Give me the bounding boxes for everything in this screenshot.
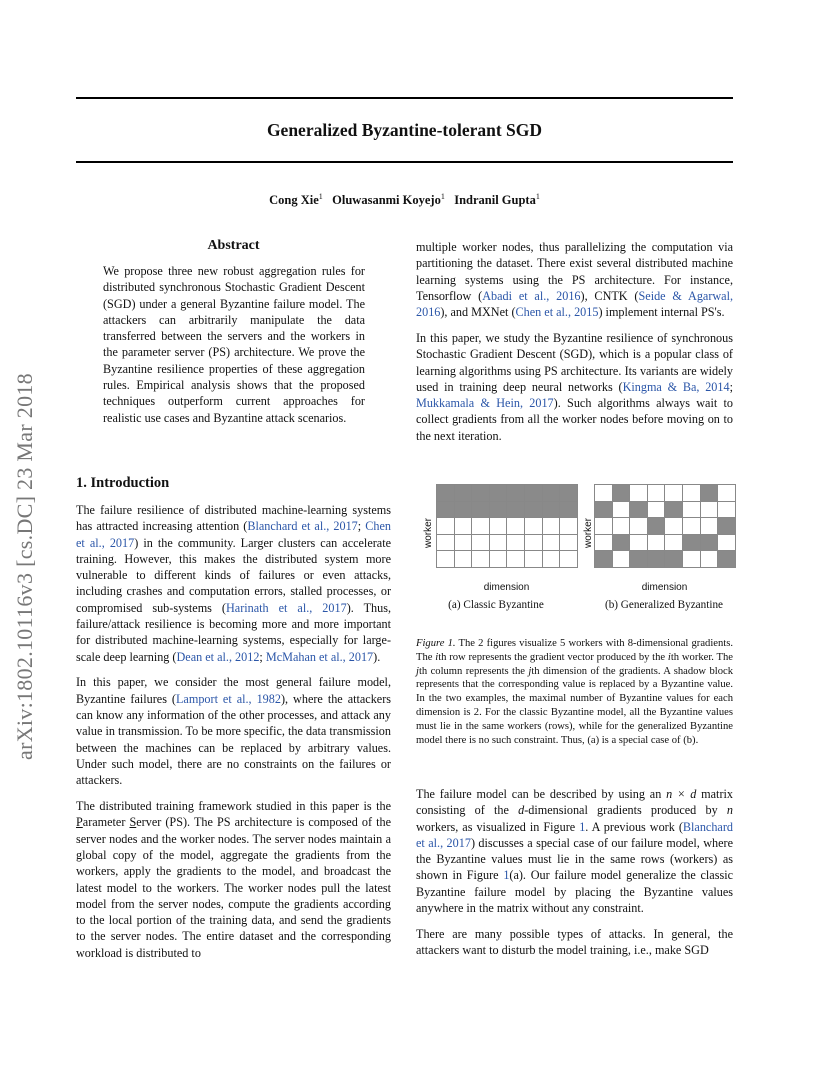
gradient-cell xyxy=(595,535,613,552)
x-axis-label: dimension xyxy=(483,582,530,593)
byzantine-cell xyxy=(490,485,508,502)
y-axis-label: worker xyxy=(423,517,434,548)
citation-link[interactable]: Mukkamala & Hein, 2017 xyxy=(416,396,554,411)
byzantine-cell xyxy=(595,551,613,568)
author-list xyxy=(76,192,733,208)
byzantine-cell xyxy=(525,485,543,502)
right-column-top xyxy=(416,239,733,454)
title-bottom-rule xyxy=(76,161,733,163)
gradient-cell xyxy=(560,551,578,568)
affiliation-mark: 1 xyxy=(535,192,540,201)
x-axis-label: dimension xyxy=(641,582,688,593)
byzantine-cell xyxy=(630,551,648,568)
citation-link[interactable]: Blanchard et al., 2017 xyxy=(247,519,358,534)
figure-caption: Figure 1. The 2 figures visualize 5 workers with 8-dimensional gradients. The ith row represents the gradient vector produced by the ith worker. The jth column represents the jth dimension of the gradients. A shadow block represents that the corresponding value is replaced by a Byzantine value. In the two examples, the maximal number of Byzantine values for each dimension is 2. For the classic Byzantine model, all the Byzantine values must lie in the same workers (rows), while for the generalized Byzantine model there is no such constraint. Thus, (a) is a special case of (b). xyxy=(416,638,733,746)
byzantine-cell xyxy=(560,485,578,502)
gradient-cell xyxy=(683,518,701,535)
gradient-cell xyxy=(648,485,666,502)
subfigure-a xyxy=(436,484,578,568)
affiliation-mark: 1 xyxy=(440,192,445,201)
gradient-cell xyxy=(490,518,508,535)
gradient-cell xyxy=(437,535,455,552)
gradient-cell xyxy=(683,551,701,568)
author-name: Cong Xie xyxy=(269,193,319,208)
figure-ref-link[interactable]: 1 xyxy=(503,868,510,883)
subfigure-caption-a: (a) Classic Byzantine xyxy=(448,599,544,611)
gradient-cell xyxy=(683,485,701,502)
affiliation-mark: 1 xyxy=(318,192,323,201)
subfigure-b xyxy=(594,484,736,568)
gradient-cell xyxy=(701,502,719,519)
byzantine-cell xyxy=(665,551,683,568)
gradient-cell xyxy=(472,518,490,535)
byzantine-cell xyxy=(683,535,701,552)
gradient-cell xyxy=(630,518,648,535)
gradient-cell xyxy=(648,502,666,519)
gradient-cell xyxy=(560,535,578,552)
figure-1 xyxy=(416,480,733,630)
byzantine-cell xyxy=(490,502,508,519)
gradient-cell xyxy=(543,535,561,552)
byzantine-cell xyxy=(701,535,719,552)
byzantine-cell xyxy=(613,485,631,502)
gradient-cell xyxy=(490,551,508,568)
paragraph: In this paper, we study the Byzantine resilience of synchronous Stochastic Gradient Descent (SGD), which is a popular class of learning algorithms using PS architecture. Its variants are widely used in training deep neural networks (Kingma & Ba, 2014; Mukkamala & Hein, 2017). Such algorithms always wait to collect gradients from all the worker nodes before moving on to the next iteration. xyxy=(416,330,733,443)
citation-link[interactable]: Chen et al., 2015 xyxy=(515,305,599,320)
paragraph: There are many possible types of attacks. In general, the attackers want to disturb the model training, i.e., make SGD xyxy=(416,926,733,958)
byzantine-cell xyxy=(507,502,525,519)
gradient-cell xyxy=(595,485,613,502)
citation-link[interactable]: Blanchard et al., 2017 xyxy=(416,819,733,850)
y-axis-label: worker xyxy=(583,517,594,548)
citation-link[interactable]: Kingma & Ba, 2014 xyxy=(622,379,730,394)
left-column-body xyxy=(76,502,391,971)
gradient-cell xyxy=(613,551,631,568)
byzantine-cell xyxy=(525,502,543,519)
gradient-cell xyxy=(455,518,473,535)
byzantine-cell xyxy=(718,518,736,535)
gradient-cell xyxy=(472,535,490,552)
citation-link[interactable]: McMahan et al., 2017 xyxy=(265,649,374,664)
gradient-cell xyxy=(543,551,561,568)
byzantine-cell xyxy=(630,502,648,519)
gradient-cell xyxy=(525,535,543,552)
citation-link[interactable]: Dean et al., 2012 xyxy=(176,649,260,664)
author-name: Indranil Gupta xyxy=(454,193,536,208)
gradient-cell xyxy=(683,502,701,519)
byzantine-cell xyxy=(718,551,736,568)
abstract-text: We propose three new robust aggregation rules for distributed synchronous Stochastic Gradient Descent (SGD) under a general Byzantine failure model. The attackers can arbitrarily manipulate the data transferred between the servers and the workers in the parameter server (PS) architecture. We prove the Byzantine resilience properties of these aggregation rules. Empirical analysis shows that the proposed techniques outperform current approaches for realistic use cases and Byzantine attack scenarios. xyxy=(103,264,365,425)
gradient-cell xyxy=(718,535,736,552)
gradient-cell xyxy=(472,551,490,568)
section-heading: 1. Introduction xyxy=(76,475,170,491)
author-name: Oluwasanmi Koyejo xyxy=(332,193,441,208)
right-column-bottom xyxy=(416,786,733,968)
paragraph: The failure model can be described by using an n × d matrix consisting of the d-dimensional gradients produced by n workers, as visualized in Figure 1. A previous work (Blanchard et al., 2017) discusses a special case of our failure model, where the Byzantine values must lie in the same rows (workers) as shown in Figure 1(a). Our failure model generalize the classic Byzantine failure model by placing the Byzantine values anywhere in the matrix without any constraint. xyxy=(416,787,734,916)
byzantine-cell xyxy=(543,502,561,519)
abstract-heading: Abstract xyxy=(207,238,260,253)
paper-title: Generalized Byzantine-tolerant SGD xyxy=(266,120,543,140)
gradient-cell xyxy=(595,518,613,535)
byzantine-cell xyxy=(648,551,666,568)
gradient-cell xyxy=(701,518,719,535)
gradient-cell xyxy=(525,518,543,535)
gradient-cell xyxy=(665,485,683,502)
top-rule xyxy=(76,97,733,99)
gradient-cell xyxy=(525,551,543,568)
paragraph: The distributed training framework studied in this paper is the Parameter Server (PS). The PS architecture is composed of the server nodes and the worker nodes. The server nodes maintain a global copy of the model, aggregate the gradients from the workers, apply the gradients to the model, and broadcast the latest model to the workers. The worker nodes pull the latest model from the server nodes, compute the gradients according to the local portion of the training data, and send the gradients to the server nodes. The entire dataset and the corresponding workload is distributed to xyxy=(76,799,391,960)
gradient-cell xyxy=(630,485,648,502)
paragraph: The failure resilience of distributed machine-learning systems has attracted increasing attention (Blanchard et al., 2017; Chen et al., 2017) in the community. Larger clusters can accelerate training. However, this makes the distributed system more vulnerable to different kinds of failures or even attacks, including crashes and computation errors, stalled processes, or compromised sub-systems (Harinath et al., 2017). Thus, failure/attack resilience is becoming more and more important for distributed machine-learning systems, especially for large-scale deep learning (Dean et al., 2012; McMahan et al., 2017). xyxy=(76,503,391,664)
paragraph: In this paper, we consider the most general failure model, Byzantine failures (Lamport et al., 1982), where the attackers can know any information of the other processes, and attack any value in transmission. To be more specific, the data transmission between the machines can be replaced by arbitrary values. Under such model, there are no constraints on the failures or attackers. xyxy=(76,675,391,788)
arxiv-stamp: arXiv:1802.10116v3 [cs.DC] 23 Mar 2018 xyxy=(12,373,37,760)
subfigure-caption-b: (b) Generalized Byzantine xyxy=(604,599,724,611)
gradient-cell xyxy=(665,535,683,552)
citation-link[interactable]: Lamport et al., 1982 xyxy=(175,691,281,706)
gradient-cell xyxy=(718,485,736,502)
gradient-cell xyxy=(648,535,666,552)
gradient-cell xyxy=(613,502,631,519)
gradient-cell xyxy=(560,518,578,535)
byzantine-cell xyxy=(701,485,719,502)
gradient-cell xyxy=(630,535,648,552)
gradient-cell xyxy=(437,551,455,568)
byzantine-cell xyxy=(543,485,561,502)
gradient-cell xyxy=(437,518,455,535)
citation-link[interactable]: Seide & Agarwal, 2016 xyxy=(416,288,734,320)
byzantine-cell xyxy=(437,485,455,502)
gradient-cell xyxy=(718,502,736,519)
gradient-cell xyxy=(507,535,525,552)
byzantine-cell xyxy=(472,502,490,519)
figure-ref-link[interactable]: 1 xyxy=(579,819,586,834)
byzantine-cell xyxy=(648,518,666,535)
citation-link[interactable]: Abadi et al., 2016 xyxy=(482,288,581,303)
gradient-cell xyxy=(665,518,683,535)
byzantine-cell xyxy=(595,502,613,519)
byzantine-matrix-a xyxy=(436,484,578,568)
byzantine-cell xyxy=(472,485,490,502)
gradient-cell xyxy=(613,518,631,535)
citation-link[interactable]: Chen et al., 2017 xyxy=(76,519,391,550)
paragraph: multiple worker nodes, thus parallelizing the computation via partitioning the dataset. There exist several distributed machine learning systems using the PS architecture. For instance, Tensorflow (Abadi et al., 2016), CNTK (Seide & Agarwal, 2016), and MXNet (Chen et al., 2015) implement internal PS's. xyxy=(416,240,734,320)
gradient-cell xyxy=(543,518,561,535)
byzantine-cell xyxy=(507,485,525,502)
gradient-cell xyxy=(507,551,525,568)
byzantine-cell xyxy=(437,502,455,519)
gradient-cell xyxy=(455,551,473,568)
gradient-cell xyxy=(490,535,508,552)
gradient-cell xyxy=(701,551,719,568)
gradient-cell xyxy=(455,535,473,552)
byzantine-matrix-b xyxy=(594,484,736,568)
gradient-cell xyxy=(507,518,525,535)
byzantine-cell xyxy=(455,502,473,519)
byzantine-cell xyxy=(613,535,631,552)
byzantine-cell xyxy=(560,502,578,519)
citation-link[interactable]: Harinath et al., 2017 xyxy=(225,600,347,615)
byzantine-cell xyxy=(455,485,473,502)
byzantine-cell xyxy=(665,502,683,519)
